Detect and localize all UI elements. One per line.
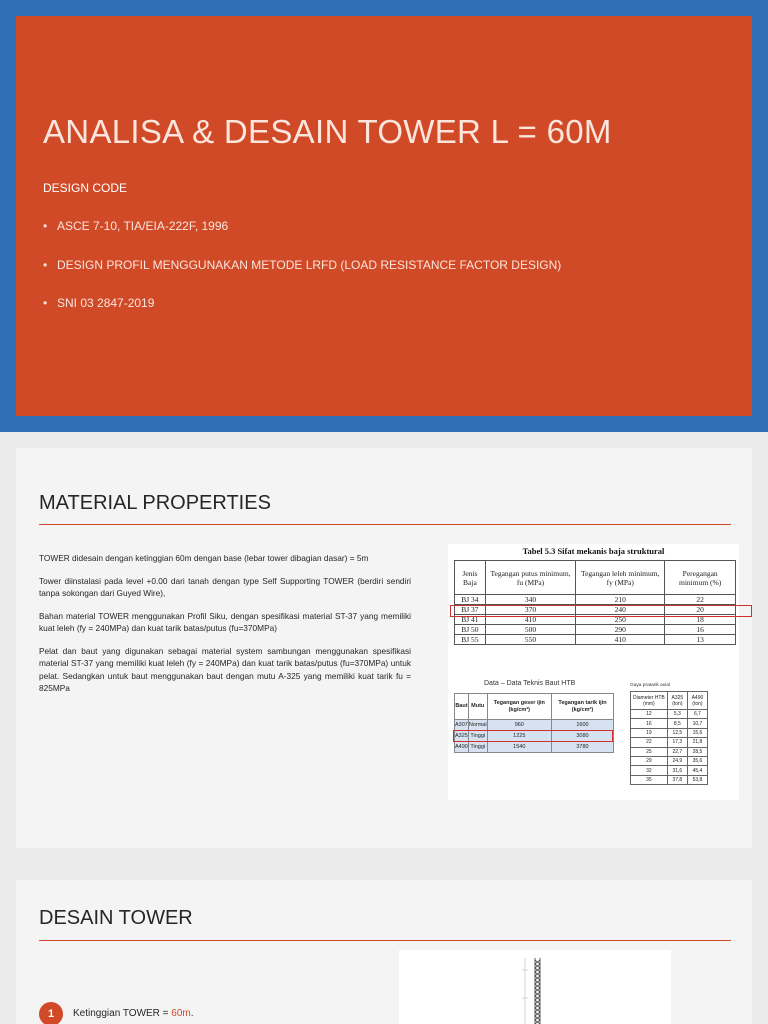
table-row: 22 17,3 21,8 — [631, 738, 708, 747]
section-title: MATERIAL PROPERTIES — [39, 492, 271, 514]
table-row: 25 22,7 28,5 — [631, 747, 708, 756]
step-text: Ketinggian TOWER = 60m. — [73, 1008, 194, 1019]
slide-subtitle: DESIGN CODE — [43, 181, 128, 195]
bolt-table-title: Data – Data Teknis Baut HTB — [484, 680, 576, 687]
paragraph: TOWER didesain dengan ketinggian 60m dengan base (lebar tower dibagian dasar) = 5m — [39, 553, 369, 563]
description-text — [39, 552, 411, 705]
table-row: A490 Tinggi 1540 3780 — [455, 742, 614, 753]
title-divider — [39, 524, 731, 525]
desain-slide — [0, 864, 768, 1024]
list-item: • ASCE 7-10, TIA/EIA-222F, 1996 — [43, 219, 229, 233]
table-row: 16 8,5 10,7 — [631, 719, 708, 728]
material-slide — [0, 432, 768, 864]
section-title: DESAIN TOWER — [39, 907, 193, 929]
bullet-icon: • — [43, 257, 48, 272]
table-row: 12 5,3 6,7 — [631, 710, 708, 719]
list-item: • DESIGN PROFIL MENGGUNAKAN METODE LRFD (LOAD RESISTANCE FACTOR DESIGN) — [43, 257, 562, 272]
table-row: BJ 34 340 210 22 — [455, 595, 736, 605]
pretension-table: Diameter HTB (mm) A325 (ton) A490 (ton) 12 5,3 6,7 16 8,5 10,7 19 12,5 15,6 22 17,3 21,8 25 22,7 28,5 29 24,9 35,6 32 31,6 45,4 35 37,8 53,8 — [630, 691, 708, 785]
step-number-badge: 1 — [39, 1002, 63, 1024]
table-row: BJ 50 500 290 16 — [455, 625, 736, 635]
paragraph: Tower diinstalasi pada level +0.00 dari tanah dengan type Self Supporting TOWER (berdiri sendiri tanpa sokongan dari Guyed Wire), — [39, 575, 411, 598]
table-row: A325 Tinggi 1225 3080 — [455, 731, 614, 742]
table-row: BJ 41 410 250 18 — [455, 615, 736, 625]
title-slide-panel — [16, 16, 752, 416]
tower-drawing — [399, 950, 671, 1024]
title-divider — [39, 940, 731, 941]
bolt-table: Baut Mutu Tegangan geser ijin (kg/cm²) Tegangan tarik ijin (kg/cm²) A307 Normal 960 1600 A325 Tinggi 1225 3080 A490 Tinggi 1540 3780 — [454, 693, 614, 753]
desain-panel — [16, 880, 752, 1024]
highlight-box — [453, 730, 613, 742]
bullet-icon: • — [43, 296, 48, 310]
table-row: 35 37,8 53,8 — [631, 775, 708, 784]
table-caption: Tabel 5.3 Sifat mekanis baja struktural — [522, 546, 665, 556]
table-row: 19 12,5 15,6 — [631, 728, 708, 737]
table-row: 32 31,6 45,4 — [631, 766, 708, 775]
list-item: • SNI 03 2847-2019 — [43, 296, 155, 310]
steel-properties-table: Jenis Baja Tegangan putus minimum, fu (MPa) Tegangan leleh minimum, fy (MPa) Peregangan minimum (%) BJ 34 340 210 22 BJ 37 370 240 20 BJ 41 410 250 18 BJ 50 500 290 16 BJ 55 550 410 13 — [454, 560, 736, 645]
highlight-box — [450, 605, 752, 617]
table-row: BJ 55 550 410 13 — [455, 635, 736, 645]
slide-title: ANALISA & DESAIN TOWER L = 60M — [43, 113, 612, 150]
design-code-list — [43, 219, 561, 335]
table-row: A307 Normal 960 1600 — [455, 720, 614, 731]
bullet-icon: • — [43, 219, 48, 233]
table-row: 29 24,9 35,6 — [631, 756, 708, 765]
tower-lattice-icon — [399, 950, 671, 1024]
material-panel — [16, 448, 752, 848]
material-tables-image — [448, 544, 739, 800]
paragraph: Bahan material TOWER menggunakan Profil Siku, dengan spesifikasi material ST-37 yang memiliki kuat leleh (fy = 240MPa) dan kuat tarik batas/putus (fu=370MPa) — [39, 610, 411, 633]
table-row: BJ 37 370 240 20 — [455, 605, 736, 615]
pretension-table-title: Gaya pratarik axial — [630, 683, 670, 688]
title-slide — [0, 0, 768, 432]
paragraph: Pelat dan baut yang digunakan sebagai material system sambungan menggunakan spesifikasi material ST-37 yang memiliki kuat leleh (fy = 240MPa) dan kuat tarik batas/putus (fu=370MPa) untuk pelat. Sedangkan untuk baut menggunakan baut dengan mutu A-325 yang memiliki kuat tarik fu = 825MPa — [39, 645, 411, 693]
